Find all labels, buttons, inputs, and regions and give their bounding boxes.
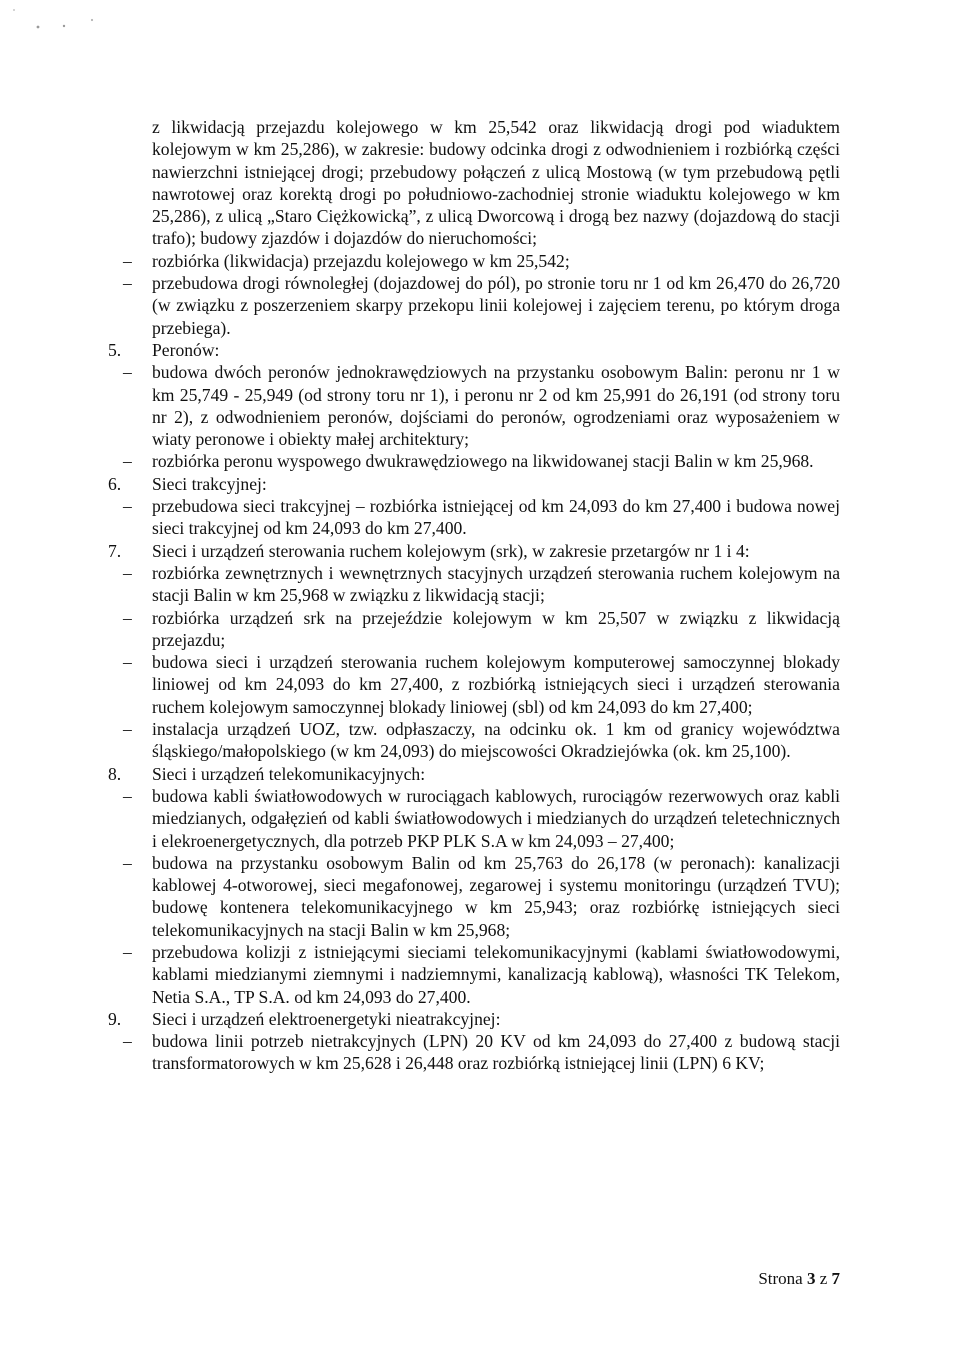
section-title: Sieci i urządzeń elektroenergetyki nieatrakcyjnej: [152,1008,501,1029]
list-item: – budowa sieci i urządzeń sterowania ruchem kolejowym komputerowej samoczynnej blokady liniowej od km 24,093 do km 27,400, z rozbiórką istniejących sieci i urządzeń sterowania ruchem kolejowym samoczynnej blokady liniowej (sbl) od km 24,093 do km 27,400; [152,651,840,718]
list-item: – instalacja urządzeń UOZ, tzw. odpłaszaczy, na odcinku ok. 1 km od granicy województwa śląskiego/małopolskiego (w km 24,093) do miejscowości Okradziejówka (ok. km 25,100). [152,718,840,763]
section-heading [108,473,840,495]
page-number-current: 3 [806,1269,816,1288]
section-number: 5. [108,339,122,360]
page-number-prefix: Strona [758,1269,807,1288]
list-item: – rozbiórka peronu wyspowego dwukrawędziowego na likwidowanej stacji Balin w km 25,968. [152,450,840,472]
list-item: – budowa kabli światłowodowych w rurociągach kablowych, rurociągów rezerwowych oraz kabli miedzianych, odgałęzień od kabli światłowodowych i miedzianych do urządzeń teletechnicznych i elekroenergetycznych, dla potrzeb PKP PLK S.A w km 24,093 – 27,400; [152,785,840,852]
list-item: – rozbiórka (likwidacja) przejazdu kolejowego w km 25,542; [152,250,840,272]
sections-list [108,339,840,1075]
section-number: 9. [108,1008,122,1029]
page-number-total: 7 [831,1269,840,1288]
page-number-middle: z [815,1269,832,1288]
list-item: – przebudowa kolizji z istniejącymi sieciami telekomunikacyjnymi (kablami światłowodowymi, kablami miedzianymi ziemnymi i nadziemnymi, kanalizacją kablową), własności TK Telekom, Netia S.A., TP S.A. od km 24,093 do 27,400. [152,941,840,1008]
list-item: – przebudowa drogi równoległej (dojazdowej do pól), po stronie toru nr 1 od km 26,470 do 26,720 (w związku z poszerzeniem skarpy przekopu linii kolejowej i zajęciem terenu, po którym droga przebiega). [152,272,840,339]
section [108,763,840,1008]
section-number: 8. [108,763,122,784]
list-item: – budowa dwóch peronów jednokrawędziowych na przystanku osobowym Balin: peronu nr 1 w km 25,749 - 25,949 (od strony toru nr 1), i peronu nr 2 od km 25,991 do 26,191 (od strony toru nr 2), z odwodnieniem peronów, dojściami do peronów, ogrodzeniami oraz wyposażeniem w wiaty peronowe i obiekty małej architektury; [152,361,840,450]
section-heading [108,763,840,785]
intro-list [152,250,840,339]
section-title: Peronów: [152,339,220,360]
section-number: 7. [108,540,122,561]
section-title: Sieci i urządzeń sterowania ruchem kolejowym (srk), w zakresie przetargów nr 1 i 4: [152,540,750,561]
intro-paragraph: z likwidacją przejazdu kolejowego w km 25,542 oraz likwidacją drogi pod wiaduktem kolejowym w km 25,286), w zakresie: budowy odcinka drogi z odwodnieniem i rozbiórką części nawierzchni istniejącej drogi; przebudowy połączeń z ulicą Mostową (w tym przebudową pętli nawrotowej oraz korektą drogi po południowo-zachodniej stronie wiaduktu kolejowego w km 25,286), z ulicą „Staro Ciężkowicką”, z ulicą Dworcową i drogą bez nazwy (dojazdową do stacji trafo); budowy zjazdów i dojazdów do nieruchomości; [152,117,840,249]
section-heading [108,540,840,562]
section [108,540,840,763]
section-heading [108,1008,840,1030]
section-heading [108,339,840,361]
scan-artifact [0,0,110,30]
section [108,473,840,540]
page-number [758,1268,840,1290]
list-item: – budowa na przystanku osobowym Balin od km 25,763 do 26,178 (w peronach): kanalizacji kablowej 4-otworowej, sieci megafonowej, zegarowej i systemu monitoringu (urządzeń TVU); budowę kontenera telekomunikacyjnego w km 25,943; oraz rozbiórkę istniejących sieci telekomunikacyjnych na stacji Balin w km 25,968; [152,852,840,941]
section-title: Sieci i urządzeń telekomunikacyjnych: [152,763,426,784]
list-item: – rozbiórka urządzeń srk na przejeździe kolejowym w km 25,507 w związku z likwidacją przejazdu; [152,607,840,652]
list-item: – rozbiórka zewnętrznych i wewnętrznych stacyjnych urządzeń sterowania ruchem kolejowym na stacji Balin w km 25,968 w związku z likwidacją stacji; [152,562,840,607]
list-item: – budowa linii potrzeb nietrakcyjnych (LPN) 20 KV od km 24,093 do 27,400 z budową stacji transformatorowych w km 25,628 i 26,448 oraz rozbiórką istniejącej linii (LPN) 6 KV; [152,1030,840,1075]
section-number: 6. [108,473,122,494]
section [108,339,840,473]
document-body [108,116,840,1075]
list-item: – przebudowa sieci trakcyjnej – rozbiórka istniejącej od km 24,093 do km 27,400 i budowa nowej sieci trakcyjnej od km 24,093 do km 27,400. [152,495,840,540]
section-title: Sieci trakcyjnej: [152,473,267,494]
section [108,1008,840,1075]
